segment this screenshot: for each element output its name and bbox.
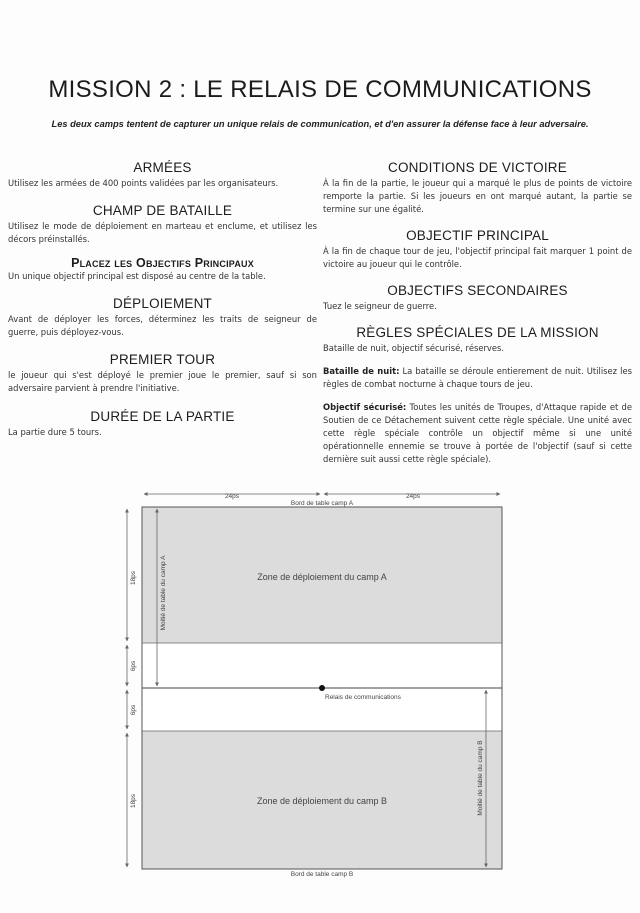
section-objectifs-principaux (8, 256, 317, 283)
section-text: Utilisez le mode de déploiement en marteau et enclume, et utilisez les décors préinstallés. (8, 221, 317, 244)
section-objectifs-secondaires (323, 283, 632, 313)
mission-title: MISSION 2 : LE RELAIS DE COMMUNICATIONS (48, 76, 592, 103)
section-title: CHAMP DE BATAILLE (92, 203, 233, 218)
section-title: ARMÉES (133, 160, 192, 175)
section-text: Tuez le seigneur de guerre. (323, 301, 437, 311)
depth-label-18-bottom: 18ps (130, 793, 137, 809)
relay-objective-marker (319, 685, 325, 691)
section-deploiement (8, 296, 317, 339)
rule-text: La bataille se déroule entierement de nuit. Utilisez les règles de combat nocturne à chaque tours de jeu. (323, 366, 632, 389)
section-text: Avant de déployer les forces, déterminez les traits de seigneur de guerre, puis déployez-vous. (8, 314, 317, 337)
deployment-map (110, 483, 510, 883)
section-title: DURÉE DE LA PARTIE (90, 409, 235, 424)
right-column (323, 160, 632, 466)
section-champ-de-bataille (8, 203, 317, 246)
section-armees (8, 160, 317, 190)
section-title: OBJECTIF PRINCIPAL (406, 228, 549, 243)
section-text: À la fin de chaque tour de jeu, l'objectif principal fait marquer 1 point de victoire au joueur qui le contrôle. (323, 246, 632, 269)
depth-label-18-top: 18ps (130, 570, 137, 586)
depth-label-6-lower: 6ps (130, 704, 137, 716)
section-title: CONDITIONS DE VICTOIRE (388, 160, 567, 175)
section-duree (8, 409, 317, 439)
section-title: PREMIER TOUR (109, 352, 216, 367)
zone-b-label: Zone de déploiement du camp B (256, 796, 388, 806)
section-title: OBJECTIFS SECONDAIRES (387, 283, 568, 298)
rule-label: Bataille de nuit: (323, 366, 400, 376)
section-objectif-principal (323, 228, 632, 271)
rule-label: Objectif sécurisé: (323, 402, 407, 412)
width-label-right: 24ps (405, 493, 421, 500)
half-b-label: Moitié de table du camp B (477, 740, 484, 816)
table-edge-b-label: Bord de table camp B (290, 871, 354, 878)
rule-objectif-securise (323, 401, 632, 466)
left-column (8, 160, 317, 439)
table-edge-a-label: Bord de table camp A (290, 500, 354, 507)
section-text: La partie dure 5 tours. (8, 427, 102, 437)
section-text: le joueur qui s'est déployé le premier joue le premier, sauf si son adversaire parvient à prendre l'initiative. (8, 370, 317, 393)
width-label-left: 24ps (224, 493, 240, 500)
section-title: DÉPLOIEMENT (113, 296, 212, 311)
section-text: Un unique objectif principal est disposé au centre de la table. (8, 271, 266, 281)
mission-subtitle: Les deux camps tentent de capturer un unique relais de communication, et d'en assurer la défense face à leur adversaire. (51, 119, 589, 129)
section-text: À la fin de la partie, le joueur qui a marqué le plus de points de victoire remporte la partie. Si les joueurs en ont marqué autant, la partie se termine sur une égalité. (323, 178, 632, 214)
zone-a-label: Zone de déploiement du camp A (257, 572, 387, 582)
section-title: Placez les Objectifs Principaux (71, 256, 254, 270)
depth-label-6-upper: 6ps (130, 660, 137, 672)
half-a-label: Moitié de table du camp A (160, 555, 167, 631)
section-premier-tour (8, 352, 317, 395)
relay-label: Relais de communications (325, 694, 401, 701)
section-title: RÈGLES SPÉCIALES DE LA MISSION (356, 325, 599, 340)
rule-bataille-de-nuit (323, 365, 632, 391)
section-conditions-victoire (323, 160, 632, 216)
section-regles-speciales (323, 325, 632, 466)
rule-text: Toutes les unités de Troupes, d'Attaque rapide et de Soutien de ce Détachement suivent cette règle spéciale. Une unité avec cette règle spéciale contrôle un objectif même si une unité opérationnelle ennemie se trouve à portée de l'objectif (sauf si cette dernière suit aussi cette règle spéciale). (323, 402, 632, 464)
section-text: Utilisez les armées de 400 points validées par les organisateurs. (8, 178, 279, 188)
section-text: Bataille de nuit, objectif sécurisé, réserves. (323, 343, 505, 353)
